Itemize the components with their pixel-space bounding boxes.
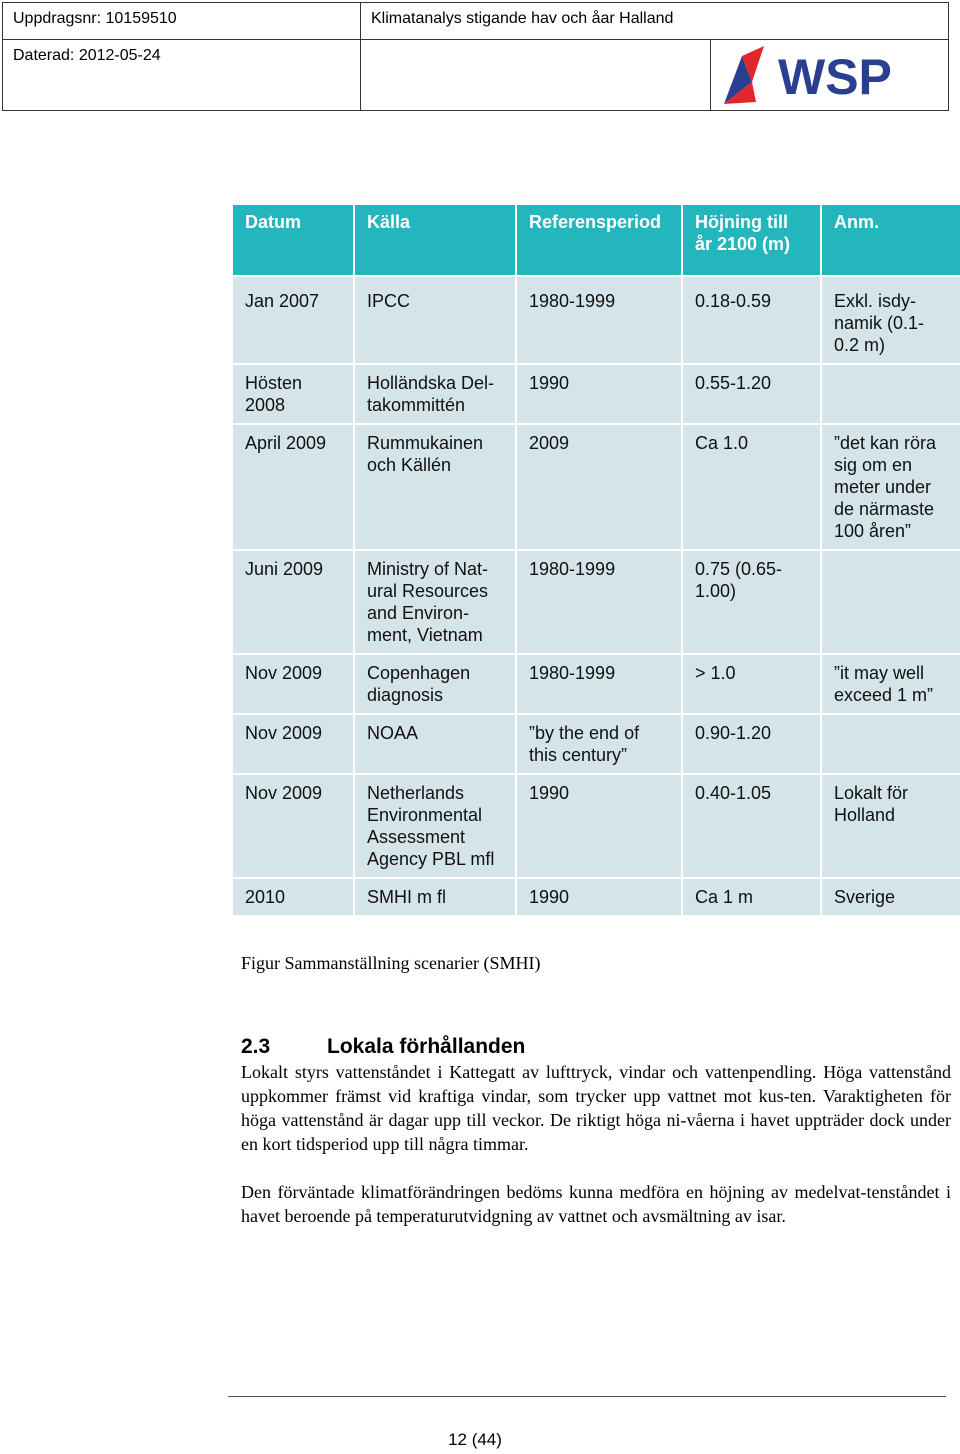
- cell-anm: [821, 364, 960, 424]
- cell-referensperiod: 1980-1999: [516, 550, 682, 654]
- cell-datum: Juni 2009: [232, 550, 354, 654]
- wsp-logo: [722, 44, 912, 106]
- col-header-datum: Datum: [232, 204, 354, 276]
- table-row: [232, 878, 960, 916]
- cell-hojning: 0.90-1.20: [682, 714, 821, 774]
- cell-referensperiod: 1980-1999: [516, 276, 682, 364]
- cell-hojning: > 1.0: [682, 654, 821, 714]
- table-row: [232, 424, 960, 550]
- cell-datum: April 2009: [232, 424, 354, 550]
- sea-level-scenario-table: [231, 203, 960, 917]
- table-header-row: [232, 204, 960, 276]
- cell-kalla: NOAA: [354, 714, 516, 774]
- cell-datum: Nov 2009: [232, 714, 354, 774]
- cell-kalla: Rummukainen och Källén: [354, 424, 516, 550]
- table-row: [232, 364, 960, 424]
- cell-kalla: Holländska Del-takommittén: [354, 364, 516, 424]
- section-number: 2.3: [241, 1035, 271, 1058]
- cell-referensperiod: 1990: [516, 878, 682, 916]
- body-paragraph: Lokalt styrs vattenståndet i Kattegatt av lufttryck, vindar och vattenpendling. Höga vattenstånd uppkommer främst vid kraftiga vindar, som trycker upp vattnet mot kus-ten. Varaktigheten för höga vattenstånd är dagar upp till veckor. De riktigt höga ni-våerna i havet uppträder dock under en kort tidsperiod upp till några timmar.: [241, 1062, 951, 1154]
- cell-referensperiod: 1980-1999: [516, 654, 682, 714]
- section-title: Lokala förhållanden: [327, 1035, 526, 1058]
- cell-anm: [821, 714, 960, 774]
- section-heading: [241, 1034, 951, 1060]
- col-header-kalla: Källa: [354, 204, 516, 276]
- table-row: [232, 550, 960, 654]
- cell-datum: Nov 2009: [232, 774, 354, 878]
- cell-referensperiod: ”by the end of this century”: [516, 714, 682, 774]
- cell-referensperiod: 2009: [516, 424, 682, 550]
- page-number: 12 (44): [448, 1430, 502, 1449]
- table-row: [232, 276, 960, 364]
- footer-divider: [228, 1396, 946, 1397]
- cell-anm: ”it may well exceed 1 m”: [821, 654, 960, 714]
- cell-kalla: SMHI m fl: [354, 878, 516, 916]
- col-header-anm: Anm.: [821, 204, 960, 276]
- table-row: [232, 774, 960, 878]
- cell-datum: Hösten 2008: [232, 364, 354, 424]
- cell-anm: Lokalt för Holland: [821, 774, 960, 878]
- figure-caption: Figur Sammanställning scenarier (SMHI): [241, 953, 541, 973]
- cell-referensperiod: 1990: [516, 774, 682, 878]
- table-row: [232, 714, 960, 774]
- cell-kalla: IPCC: [354, 276, 516, 364]
- cell-anm: Exkl. isdy-namik (0.1-0.2 m): [821, 276, 960, 364]
- cell-hojning: Ca 1.0: [682, 424, 821, 550]
- cell-kalla: Netherlands Environmental Assessment Agency PBL mfl: [354, 774, 516, 878]
- document-date: Daterad: 2012-05-24: [3, 40, 361, 110]
- cell-hojning: 0.55-1.20: [682, 364, 821, 424]
- cell-kalla: Ministry of Nat-ural Resources and Environ-ment, Vietnam: [354, 550, 516, 654]
- cell-hojning: 0.75 (0.65-1.00): [682, 550, 821, 654]
- table-row: [232, 654, 960, 714]
- cell-anm: [821, 550, 960, 654]
- cell-datum: Jan 2007: [232, 276, 354, 364]
- cell-referensperiod: 1990: [516, 364, 682, 424]
- assignment-number: Uppdragsnr: 10159510: [3, 3, 361, 40]
- cell-hojning: 0.40-1.05: [682, 774, 821, 878]
- col-header-hojning: Höjning till år 2100 (m): [682, 204, 821, 276]
- cell-datum: Nov 2009: [232, 654, 354, 714]
- header-empty-cell: [361, 40, 711, 110]
- document-title: Klimatanalys stigande hav och åar Halland: [361, 3, 948, 40]
- cell-kalla: Copenhagen diagnosis: [354, 654, 516, 714]
- cell-hojning: 0.18-0.59: [682, 276, 821, 364]
- section-local-conditions: [241, 1034, 951, 1252]
- body-paragraph: Den förväntade klimatförändringen bedöms kunna medföra en höjning av medelvat-tenståndet i havet beroende på temperaturutvidgning av vattnet och avsmältning av isar.: [241, 1182, 951, 1226]
- cell-hojning: Ca 1 m: [682, 878, 821, 916]
- cell-datum: 2010: [232, 878, 354, 916]
- cell-anm: ”det kan röra sig om en meter under de närmaste 100 åren”: [821, 424, 960, 550]
- logo-text: WSP: [778, 49, 892, 105]
- cell-anm: Sverige: [821, 878, 960, 916]
- col-header-referensperiod: Referensperiod: [516, 204, 682, 276]
